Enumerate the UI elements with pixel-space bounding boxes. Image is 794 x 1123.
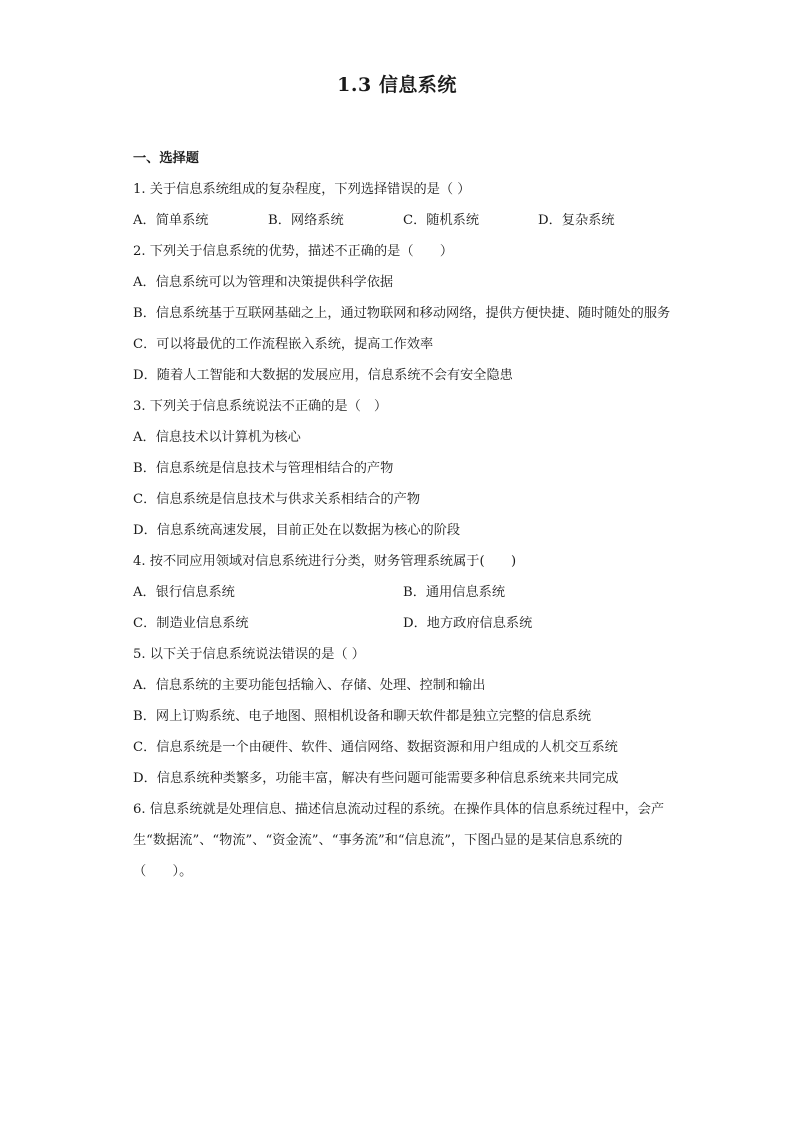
question-1-options [133,205,673,236]
question-4-option-d: D．地方政府信息系统 [403,616,533,631]
question-3-option-d: D．信息系统高速发展，目前正处在以数据为核心的阶段 [133,523,461,538]
question-1-option-c: C．随机系统 [403,213,480,228]
question-3-option-a: A．信息技术以计算机为核心 [133,430,301,445]
question-4-option-b: B．通用信息系统 [403,585,506,600]
question-2-option-c: C．可以将最优的工作流程嵌入系统，提高工作效率 [133,337,434,352]
question-2-option-b: B．信息系统基于互联网基础之上，通过物联网和移动网络，提供方便快捷、随时随处的服务 [133,306,671,321]
question-1-stem: 1. 关于信息系统组成的复杂程度，下列选择错误的是（ ） [133,182,471,197]
question-5-option-d: D．信息系统种类繁多，功能丰富，解决有些问题可能需要多种信息系统来共同完成 [133,771,619,786]
question-2-option-d: D．随着人工智能和大数据的发展应用，信息系统不会有安全隐患 [133,368,513,383]
question-5-option-c: C．信息系统是一个由硬件、软件、通信网络、数据资源和用户组成的人机交互系统 [133,740,618,755]
question-1-option-a: A．简单系统 [133,213,209,228]
question-1-option-b: B．网络系统 [268,213,344,228]
question-5-stem: 5. 以下关于信息系统说法错误的是（ ） [133,647,365,662]
question-5-option-a: A．信息系统的主要功能包括输入、存储、处理、控制和输出 [133,678,486,693]
question-5-option-b: B．网上订购系统、电子地图、照相机设备和聊天软件都是独立完整的信息系统 [133,709,592,724]
question-4-option-c: C．制造业信息系统 [133,616,249,631]
section-heading: 一、选择题 [133,151,199,166]
question-2-option-a: A．信息系统可以为管理和决策提供科学依据 [133,275,394,290]
question-3-stem: 3. 下列关于信息系统说法不正确的是（ ） [133,399,388,414]
question-2-stem: 2. 下列关于信息系统的优势，描述不正确的是（ ） [133,244,454,259]
question-1-option-d: D．复杂系统 [538,213,615,228]
question-4-stem: 4. 按不同应用领域对信息系统进行分类，财务管理系统属于( ) [133,554,517,569]
question-6-stem: 6. 信息系统就是处理信息、描述信息流动过程的系统。在操作具体的信息系统过程中，会产生“数据流”、“物流”、“资金流”、“事务流”和“信息流”，下图凸显的是某信息系统的（ ）。 [133,802,665,879]
question-4-option-a: A．银行信息系统 [133,585,235,600]
question-3-option-c: C．信息系统是信息技术与供求关系相结合的产物 [133,492,421,507]
question-4-options-row-1 [133,577,673,608]
question-list [133,143,673,887]
page-title: 1.3 信息系统 [337,74,457,96]
question-3-option-b: B．信息系统是信息技术与管理相结合的产物 [133,461,394,476]
question-4-options-row-2 [133,608,673,639]
